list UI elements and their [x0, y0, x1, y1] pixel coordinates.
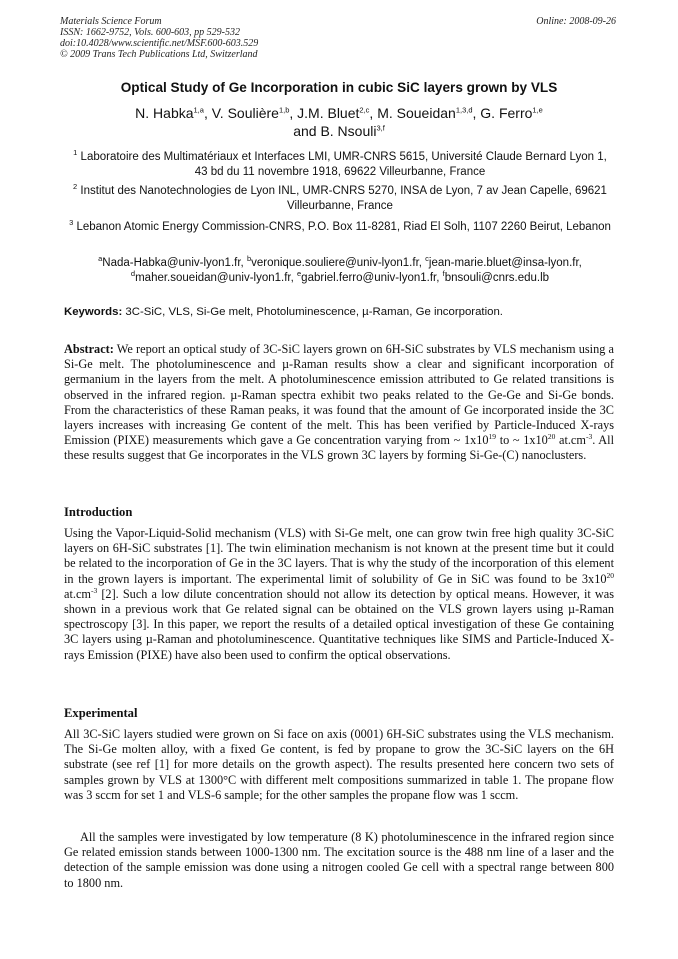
author-list: N. Habka$^{1,a}$, V. Soulière$^{1,b}$, J.M. Bluet$^{2,c}$, M. Soueidan$^{1,3,d}$, G. Ferro$^{1,e}$ and B. Nsouli$^{3,f}$	[135, 105, 543, 139]
online-date: Online: 2008-09-26	[536, 16, 616, 27]
doi-line: doi:10.4028/www.scientific.net/MSF.600-603.529	[60, 38, 259, 49]
author-affiliation-mark: 1,b	[278, 105, 290, 115]
author-affiliation-mark: 2,c	[359, 105, 370, 115]
issn-line: ISSN: 1662-9752, Vols. 600-603, pp 529-532	[60, 27, 240, 38]
author-name: N. Habka	[135, 105, 194, 121]
keywords-text: 3C-SiC, VLS, Si-Ge melt, Photoluminescence, µ-Raman, Ge incorporation.	[125, 306, 503, 318]
copyright-line: © 2009 Trans Tech Publications Ltd, Switzerland	[60, 49, 258, 60]
email-link[interactable]: Nada-Habka@univ-lyon1.fr	[102, 257, 241, 269]
author-name: B. Nsouli	[320, 123, 377, 139]
author-affiliation-mark: 1,a	[193, 105, 204, 115]
email-list: $^a$Nada-Habka@univ-lyon1.fr, $^b$veronique.souliere@univ-lyon1.fr, $^c$jean-marie.bluet@insa-lyon.fr, $^d$maher.soueidan@univ-lyon1.fr, $^e$gabriel.ferro@univ-lyon1.fr, $^f$bnsouli@cnrs.edu.lb	[98, 254, 582, 284]
affiliation-text: Lebanon Atomic Energy Commission-CNRS, P.O. Box 11-8281, Riad El Solh, 1107 2260 Beirut, Lebanon	[76, 221, 611, 233]
paper-title: Optical Study of Ge Incorporation in cubic SiC layers grown by VLS	[120, 80, 558, 95]
journal-name: Materials Science Forum	[60, 16, 162, 27]
author-connector: and	[293, 123, 317, 139]
email-link[interactable]: jean-marie.bluet@insa-lyon.fr	[428, 257, 579, 269]
author-affiliation-mark: 1,3,d	[455, 105, 473, 115]
affiliation-3	[66, 220, 614, 235]
keywords	[64, 306, 616, 318]
author-name: M. Soueidan	[377, 105, 456, 121]
email-link[interactable]: gabriel.ferro@univ-lyon1.fr	[301, 272, 437, 284]
introduction-heading: Introduction	[64, 505, 133, 519]
experimental-paragraph-1: All 3C-SiC layers studied were grown on Si face on axis (0001) 6H-SiC substrates using the VLS mechanism. The Si-Ge molten alloy, with a fixed Ge content, is fed by propane to grow the 3C-SiC layers on the 6H substrate (see ref [1] for more details on the growth aspect). The results presented here concern two sets of samples grown by VLS at 1300°C with different melt compositions summarized in table 1. The propane flow was 3 sccm for set 1 and VLS-6 sample; for the other samples the propane flow was 1 sccm.	[64, 727, 614, 802]
journal-header	[60, 16, 258, 60]
email-link[interactable]: veronique.souliere@univ-lyon1.fr	[251, 257, 419, 269]
affiliation-text: Laboratoire des Multimatériaux et Interfaces LMI, UMR-CNRS 5615, Université Claude Bernard Lyon 1, 43 bd du 11 novembre 1918, 69622 Villeurbanne, France	[80, 151, 607, 178]
author-name: V. Soulière	[211, 105, 279, 121]
author-affiliation-mark: 3,f	[376, 123, 385, 133]
abstract: Abstract: We report an optical study of 3C-SiC layers grown on 6H-SiC substrates by VLS mechanism using a Si-Ge melt. The photoluminescence and µ-Raman results show a clear and significant incorporation of germanium in the layers from the melt. A photoluminescence emission attributed to Ge related transitions is observed in the infrared region. µ-Raman spectra exhibit two peaks related to the Ge-Ge and Si-Ge bonds. From the characteristics of these Raman peaks, it was found that the amount of Ge incorporated inside the 3C layers increases with increasing Ge content of the melt. This has been verified by Particle-Induced X-rays Emission (PIXE) measurements which gave a Ge concentration varying from ~ $1x10^{19}$ to ~ $1x10^{20}$ $at.cm^{-3}$. All these results suggest that Ge incorporates in the VLS grown 3C layers by forming Si-Ge-(C) nanoclusters.	[64, 342, 615, 463]
experimental-heading: Experimental	[64, 706, 138, 720]
email-link[interactable]: bnsouli@cnrs.edu.lb	[444, 272, 550, 284]
email-link[interactable]: maher.soueidan@univ-lyon1.fr	[135, 272, 291, 284]
affiliation-number: 2	[73, 182, 78, 192]
author-affiliation-mark: 1,e	[532, 105, 543, 115]
author-name: G. Ferro	[480, 105, 533, 121]
affiliation-text: Institut des Nanotechnologies de Lyon INL, UMR-CNRS 5270, INSA de Lyon, 7 av Jean Capelle, 69621 Villeurbanne, France	[80, 185, 607, 212]
keywords-label: Keywords:	[64, 306, 123, 318]
affiliation-2	[66, 184, 614, 214]
affiliation-number: 3	[69, 218, 74, 228]
abstract-label: Abstract:	[64, 342, 114, 356]
affiliation-1	[66, 150, 614, 180]
experimental-paragraph-2: All the samples were investigated by low temperature (8 K) photoluminescence in the infrared region since Ge related emission stands between 1000-1300 nm. The excitation source is the 488 nm line of a laser and the detection of the sample emission was done using a nitrogen cooled Ge cell with a spectral range between 800 to 1800 nm.	[64, 830, 614, 890]
introduction-paragraph: Using the Vapor-Liquid-Solid mechanism (VLS) with Si-Ge melt, one can grow twin free high quality 3C-SiC layers on 6H-SiC substrates [1]. The twin elimination mechanism is not known at the present time but it could be related to the incorporation of Ge in the 3C layers. That is why the study of the incorporation of this element in the grown layers is important. The experimental limit of solubility of Ge in SiC was found to be $3x10^{20}$ $at.cm^{-3}$ [2]. Such a low dilute concentration should not allow its detection by optical means. However, it was shown in a previous work that Ge related signal can be obtained on the VLS grown layers using µ-Raman spectroscopy [3]. In this paper, we report the results of a detailed optical investigation of these Ge containing 3C layers using µ-Raman and photoluminescence. Quantitative techniques like SIMS and Particle-Induced X-rays Emission (PIXE) have also been used to confirm the optical observations.	[64, 526, 614, 662]
author-name: J.M. Bluet	[297, 105, 360, 121]
affiliation-number: 1	[73, 148, 78, 158]
